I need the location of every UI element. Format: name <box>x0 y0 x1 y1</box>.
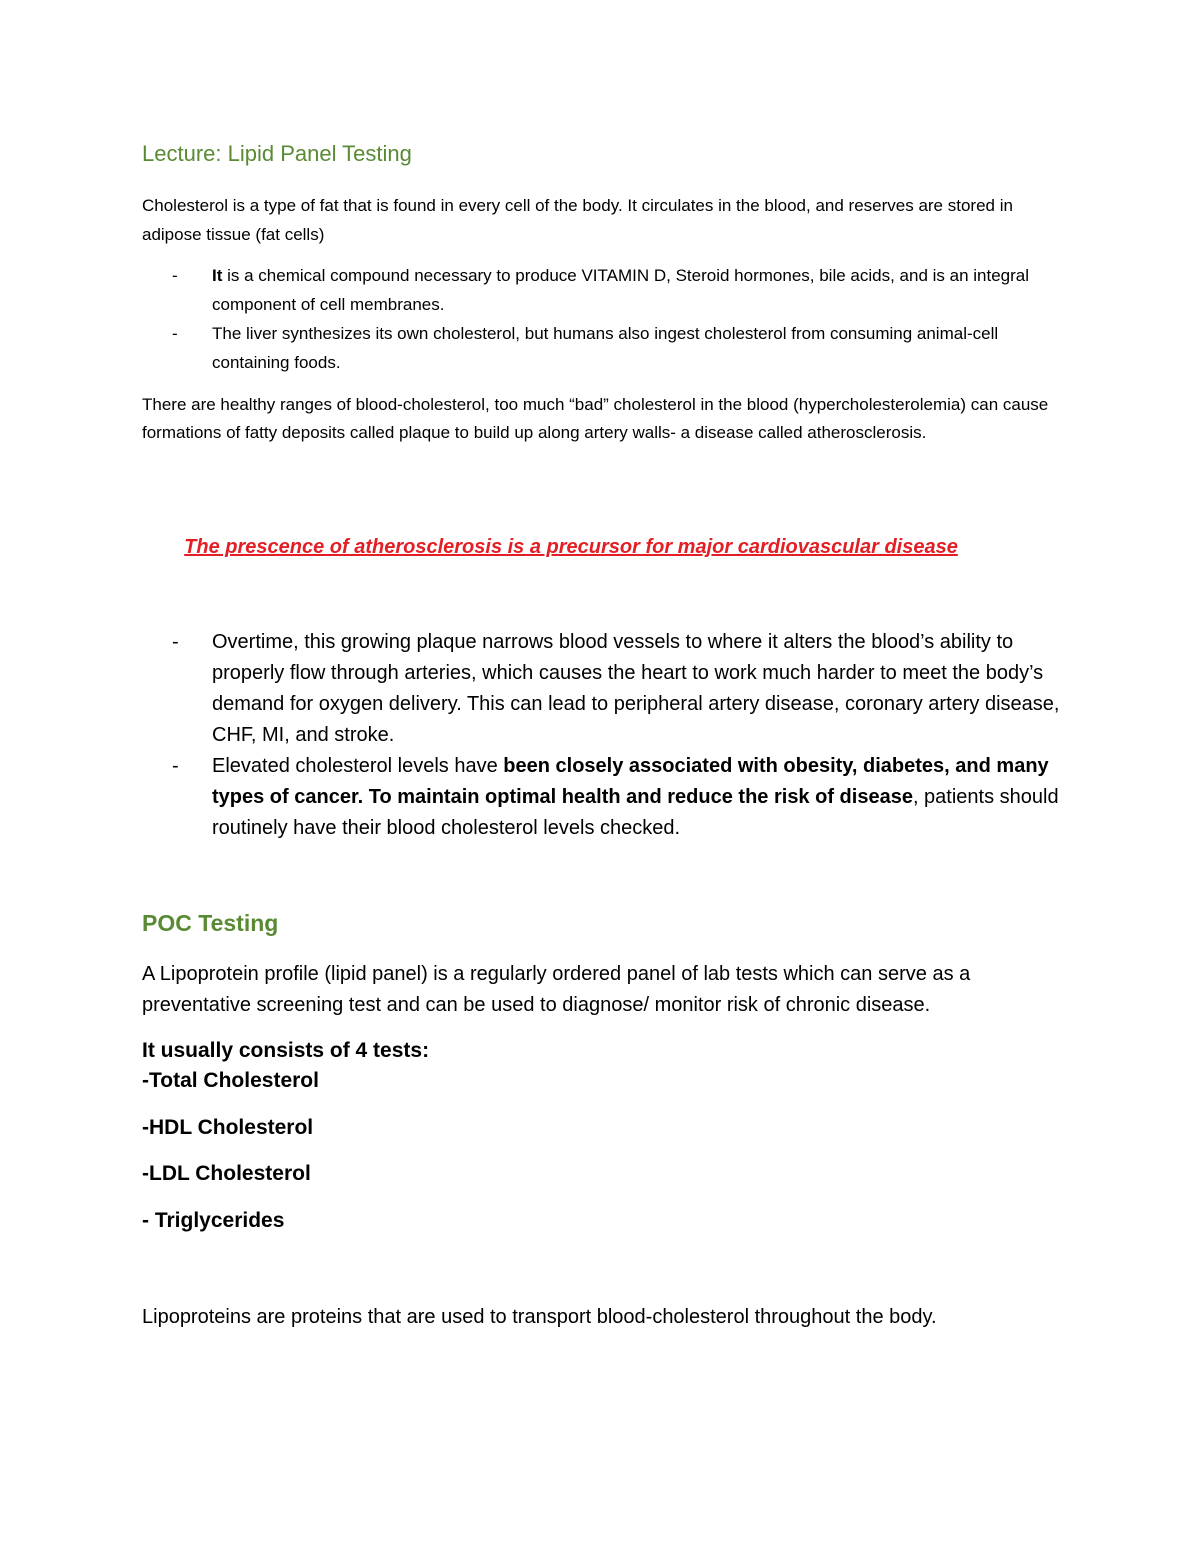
list-item-text: Elevated cholesterol levels have <box>212 755 504 777</box>
bullet-dash: - <box>172 755 179 777</box>
bullet-dash: - <box>172 266 178 285</box>
poc-heading: POC Testing <box>142 910 279 936</box>
test-item-ldl-cholesterol: -LDL Cholesterol <box>142 1162 311 1185</box>
atherosclerosis-callout: The prescence of atherosclerosis is a precursor for major cardiovascular disease <box>184 536 958 558</box>
test-item-hdl-cholesterol: -HDL Cholesterol <box>142 1116 314 1139</box>
list-item <box>172 319 1072 377</box>
lecture-heading: Lecture: Lipid Panel Testing <box>142 141 412 166</box>
bullet-dash: - <box>172 324 178 343</box>
list-item <box>172 751 1072 844</box>
bold-lead: It <box>212 266 223 285</box>
lipoprotein-profile-paragraph: A Lipoprotein profile (lipid panel) is a regularly ordered panel of lab tests which can serve as a preventative screening test and can be used to diagnose/ monitor risk of chronic disease. <box>142 963 971 1016</box>
healthy-ranges-paragraph: There are healthy ranges of blood-cholesterol, too much “bad” cholesterol in the blood (hypercholesterolemia) can cause formations of fatty deposits called plaque to build up along artery walls- a disease called atherosclerosis. <box>142 395 1049 442</box>
test-item-total-cholesterol: -Total Cholesterol <box>142 1069 319 1092</box>
list-item <box>172 627 1072 751</box>
tests-intro: It usually consists of 4 tests: <box>142 1039 430 1062</box>
test-item-triglycerides: - Triglycerides <box>142 1209 285 1232</box>
plaque-effects-list <box>172 627 1072 844</box>
lipoproteins-paragraph: Lipoproteins are proteins that are used to transport blood-cholesterol throughout the body. <box>142 1306 937 1328</box>
cholesterol-facts-list <box>172 261 1072 377</box>
list-item-text: is a chemical compound necessary to produce VITAMIN D, Steroid hormones, bile acids, and is an integral component of cell membranes. <box>212 266 1030 314</box>
list-item-text: Overtime, this growing plaque narrows blood vessels to where it alters the blood’s ability to properly flow through arteries, which causes the heart to work much harder to meet the body’s demand for oxygen delivery. This can lead to peripheral artery disease, coronary artery disease, CHF, MI, and stroke. <box>212 631 1060 746</box>
bold-emphasis: been closely associated with obesity, diabetes, and many types of cancer. To maintain optimal health and reduce the risk of disease <box>212 755 1049 808</box>
list-item <box>172 261 1072 319</box>
list-item-text: The liver synthesizes its own cholesterol, but humans also ingest cholesterol from consuming animal-cell containing foods. <box>212 324 999 372</box>
cholesterol-intro-paragraph: Cholesterol is a type of fat that is found in every cell of the body. It circulates in the blood, and reserves are stored in adipose tissue (fat cells) <box>142 196 1013 244</box>
bullet-dash: - <box>172 631 179 653</box>
list-item-text: , patients should routinely have their blood cholesterol levels checked. <box>212 786 1059 839</box>
